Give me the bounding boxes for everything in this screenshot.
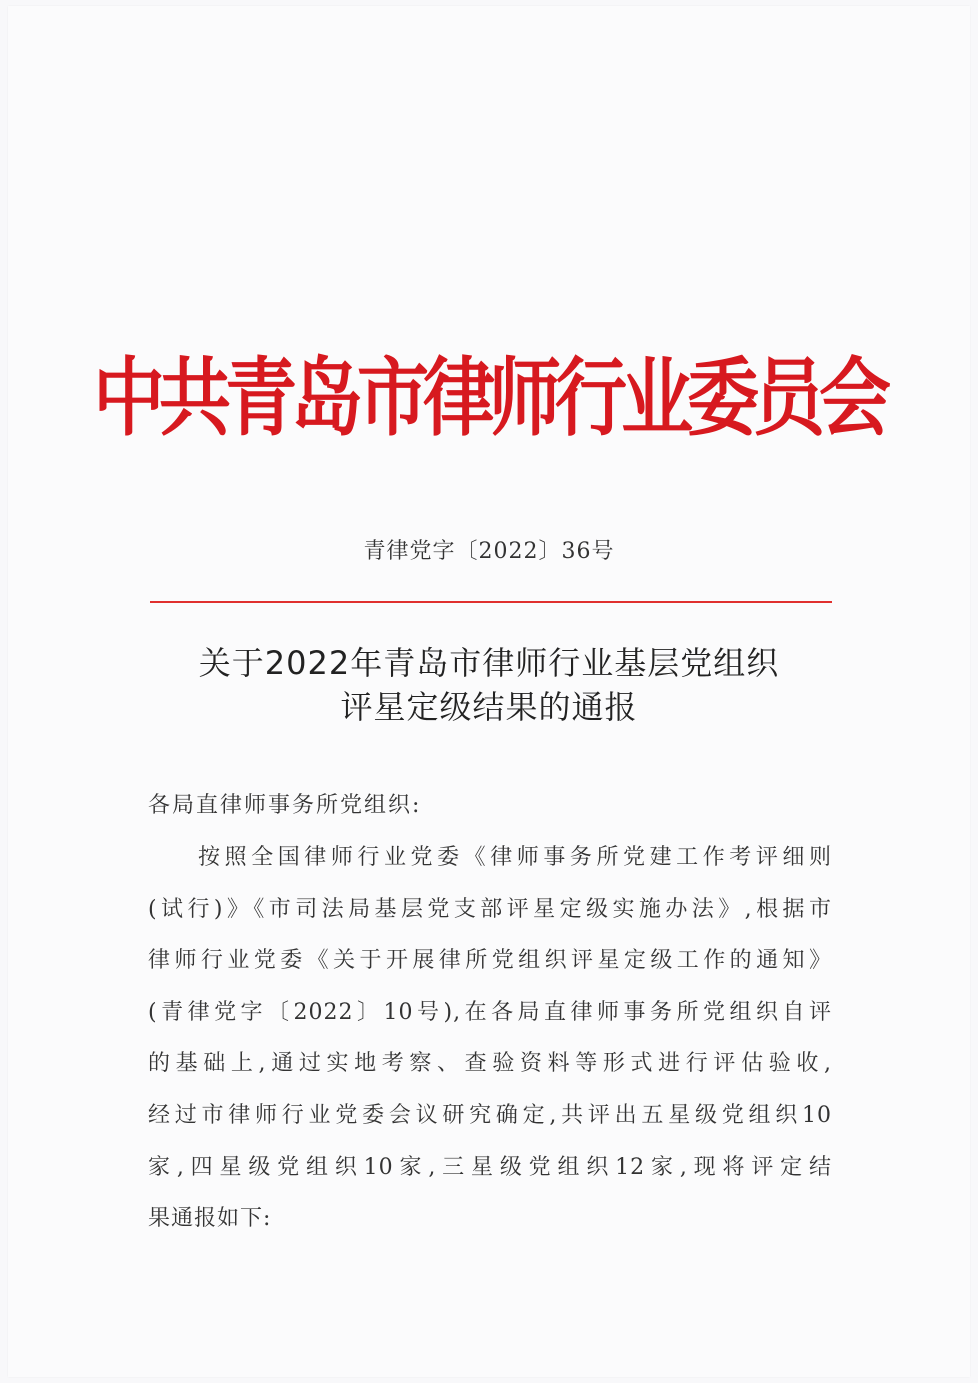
- body-line: 经过市律师行业党委会议研究确定,共评出五星级党组织10: [148, 1102, 832, 1128]
- body-paragraph: [148, 832, 832, 1245]
- body-line: 的基础上,通过实地考察、查验资料等形式进行评估验收,: [148, 1051, 832, 1077]
- red-divider-line: [150, 601, 832, 603]
- body-line: 家,四星级党组织10家,三星级党组织12家,现将评定结: [148, 1154, 832, 1180]
- body-line: 按照全国律师行业党委《律师事务所党建工作考评细则: [198, 845, 832, 870]
- body-line: (试行)》《市司法局基层党支部评星定级实施办法》,根据市: [148, 896, 832, 922]
- body-line: 果通报如下:: [148, 1206, 272, 1232]
- notice-title-line: 评星定级结果的通报: [340, 688, 638, 726]
- salutation: 各局直律师事务所党组织:: [148, 793, 422, 818]
- notice-title-line: 关于2022年青岛市律师行业基层党组织: [198, 644, 780, 682]
- body-line: 律师行业党委《关于开展律所党组织评星定级工作的通知》: [148, 948, 832, 974]
- body-line: (青律党字〔2022〕10号),在各局直律师事务所党组织自评: [148, 999, 832, 1025]
- issuing-organization-header: 中共青岛市律师行业委员会: [92, 348, 885, 448]
- notice-title: [0, 641, 978, 729]
- document-number: 青律党字〔2022〕36号: [363, 539, 615, 564]
